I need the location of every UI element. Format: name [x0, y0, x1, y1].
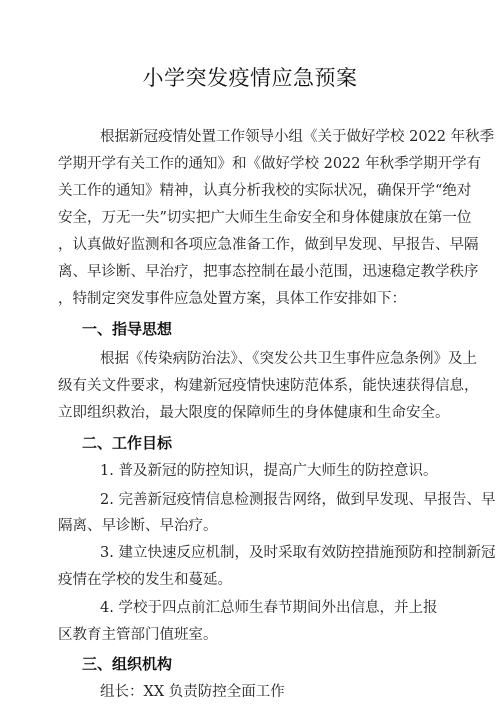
section-heading: 三、组织机构	[82, 655, 173, 673]
list-item: 4. 学校于四点前汇总师生春节期间外出信息，并上报	[100, 600, 438, 616]
intro-line: 学期开学有关工作的通知》和《做好学校 2022 年秋季学期开学有	[58, 156, 482, 172]
intro-line: 离、早诊断、早治疗，把事态控制在最小范围，迅速稳定教学秩序	[58, 264, 479, 280]
intro-line: 安全，万无一失”切实把广大师生生命安全和身体健康放在第一位	[58, 210, 472, 226]
section-heading: 二、工作目标	[82, 434, 173, 452]
list-item: 2. 完善新冠疫情信息检测报告网络，做到早发现、早报告、早	[100, 492, 496, 508]
list-item: 3. 建立快速反应机制，及时采取有效防控措施预防和控制新冠	[100, 545, 496, 561]
list-item-continued: 隔离、早诊断、早治疗。	[58, 518, 218, 534]
list-item: 1. 普及新冠的防控知识，提高广大师生的防控意识。	[100, 463, 438, 479]
intro-line: ，特制定突发事件应急处置方案，具体工作安排如下：	[58, 291, 406, 307]
paragraph-line: 根据《传染病防治法》、《突发公共卫生事件应急条例》及上	[100, 351, 477, 367]
intro-line: 关工作的通知》精神，认真分析我校的实际状况，确保开学“绝对	[58, 183, 472, 199]
intro-line: 根据新冠疫情处置工作领导小组《关于做好学校 2022 年秋季	[100, 129, 495, 145]
paragraph-line: 立即组织救治，最大限度的保障师生的身体健康和生命安全。	[58, 405, 450, 421]
paragraph-line: 级有关文件要求，构建新冠疫情快速防范体系，能快速获得信息，	[58, 378, 479, 394]
document-title: 小学突发疫情应急预案	[142, 66, 358, 90]
paragraph-line: 组长：XX 负责防控全面工作	[100, 684, 285, 700]
list-item-continued: 疫情在学校的发生和蔓延。	[58, 572, 232, 588]
intro-line: ，认真做好监测和各项应急准备工作，做到早发现、早报告、早隔	[58, 237, 479, 253]
section-heading: 一、指导思想	[82, 320, 173, 338]
list-item-continued: 区教育主管部门值班室。	[58, 627, 218, 643]
